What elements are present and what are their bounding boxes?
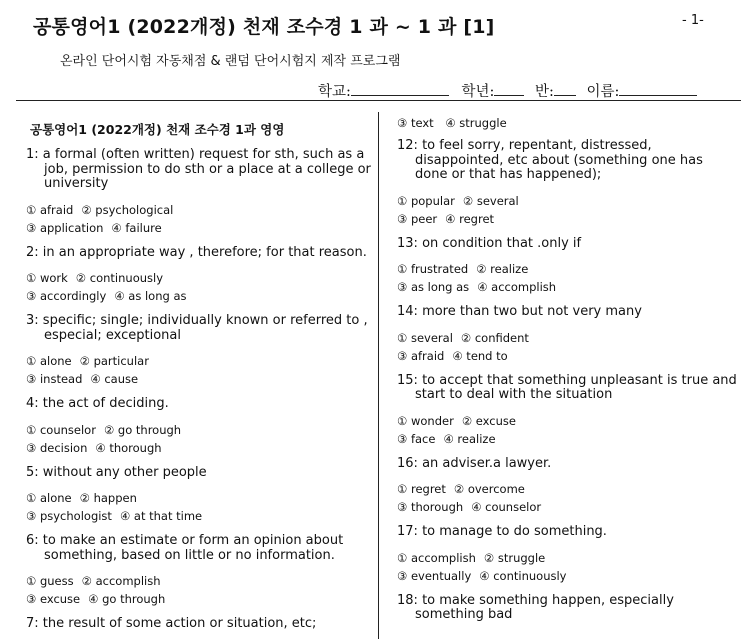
options (397, 192, 737, 228)
option[interactable]: ③ peer (397, 211, 438, 226)
options (397, 549, 737, 585)
option[interactable]: ④ thorough (95, 440, 162, 455)
question-definition (397, 594, 737, 623)
option[interactable]: ② accomplish (81, 574, 161, 588)
option[interactable]: ② happen (79, 491, 137, 505)
definition-text: the result of some action or situation, etc; (42, 616, 317, 631)
section-title: 공통영어1 (2022개정) 천재 조수경 1과 영영 (30, 122, 285, 137)
question-item (26, 534, 371, 608)
option-row (397, 329, 737, 347)
option[interactable]: ① alone (26, 354, 72, 368)
option[interactable]: ④ accomplish (477, 280, 557, 294)
options (397, 329, 737, 365)
option[interactable]: ③ psychologist (26, 509, 112, 523)
option-row (397, 498, 737, 516)
definition-text: to manage to do something. (422, 524, 607, 539)
option[interactable]: ② several (462, 193, 519, 208)
options (397, 480, 737, 516)
definition-text: on condition that .only if (422, 235, 582, 251)
option[interactable]: ③ application (26, 220, 104, 235)
option[interactable]: ③ thorough (397, 500, 464, 514)
option-row (397, 347, 737, 365)
option[interactable]: ④ go through (88, 592, 166, 606)
option[interactable]: ② excuse (461, 413, 516, 428)
question-definition (397, 525, 737, 540)
option-row (397, 278, 737, 296)
option-row (26, 287, 371, 305)
option[interactable]: ④ cause (90, 372, 139, 386)
question-definition (26, 466, 371, 481)
option[interactable]: ② go through (103, 422, 182, 437)
left-column (26, 114, 371, 641)
right-question-list (397, 139, 737, 623)
definition-text: a formal (often written) request for sth, such as a job, permission to do sth or a place at a college or university (42, 147, 371, 191)
column-divider (378, 112, 379, 639)
question-number: 6: (26, 533, 39, 548)
option[interactable]: ③ face (397, 431, 436, 446)
options (26, 352, 371, 388)
option[interactable]: ① wonder (397, 413, 454, 428)
option-row (26, 489, 371, 507)
question-number: 7: (26, 616, 39, 631)
option-row (26, 439, 371, 457)
option[interactable]: ② realize (476, 262, 529, 276)
class-label: 반: (535, 84, 554, 100)
option[interactable]: ② particular (79, 354, 149, 368)
options (26, 269, 371, 305)
question-definition (26, 534, 371, 563)
worksheet-title: 공통영어1 (2022개정) 천재 조수경 1 과 ~ 1 과 [1] (33, 16, 495, 38)
question-item (397, 457, 737, 517)
question-item (26, 314, 371, 388)
question-item (26, 617, 371, 632)
option-row (397, 210, 737, 228)
question-definition (397, 457, 737, 472)
option[interactable]: ③ as long as (397, 280, 470, 294)
question-number: 1: (26, 147, 39, 162)
question-item (397, 594, 737, 623)
definition-text: an adviser.a lawyer. (422, 455, 552, 471)
option[interactable]: ① frustrated (397, 262, 469, 276)
option[interactable]: ② confident (460, 330, 529, 345)
option[interactable]: ③ accordingly (26, 289, 107, 303)
option-row (397, 549, 737, 567)
question-definition (397, 305, 737, 320)
option[interactable]: ① counselor (26, 422, 96, 437)
question-item (397, 525, 737, 585)
options (26, 421, 371, 457)
worksheet-subtitle: 온라인 단어시험 자동채점 & 랜덤 단어시험지 제작 프로그램 (60, 54, 401, 69)
option-row (397, 260, 737, 278)
name-label: 이름: (586, 84, 620, 100)
continued-options (397, 114, 737, 132)
question-item (26, 148, 371, 237)
definition-text: to make an estimate or form an opinion about something, based on little or no information. (42, 533, 344, 563)
option[interactable]: ④ tend to (452, 348, 508, 363)
option[interactable]: ① accomplish (397, 550, 476, 565)
question-definition (26, 246, 371, 261)
question-number: 5: (26, 464, 39, 480)
question-definition (397, 237, 737, 252)
option[interactable]: ③ decision (26, 440, 88, 455)
left-question-list (26, 148, 371, 632)
option[interactable]: ④ as long as (114, 289, 187, 303)
option-row (26, 201, 371, 219)
header-rule (16, 100, 741, 101)
options (26, 489, 371, 525)
class-blank[interactable] (554, 82, 576, 96)
option[interactable]: ① regret (397, 482, 446, 496)
option-row (397, 480, 737, 498)
question-number: 15: (397, 372, 418, 388)
question-item (397, 374, 737, 448)
question-definition (26, 314, 371, 343)
page-number: - 1- (682, 13, 704, 28)
question-number: 18: (397, 592, 418, 608)
option[interactable]: ④ realize (443, 431, 496, 446)
question-item (397, 139, 737, 228)
question-definition (26, 148, 371, 192)
option-row (26, 507, 371, 525)
school-label: 학교: (318, 84, 351, 100)
grade-blank[interactable] (494, 82, 524, 96)
question-definition (397, 139, 737, 183)
option[interactable]: ① work (26, 271, 68, 285)
definition-text: the act of deciding. (42, 396, 169, 411)
option-row (397, 412, 737, 430)
option-row (26, 370, 371, 388)
question-definition (397, 374, 737, 403)
question-number: 13: (397, 235, 418, 251)
option-row (26, 219, 371, 237)
definition-text: more than two but not very many (422, 304, 642, 319)
option[interactable]: ② continuously (75, 271, 164, 285)
option[interactable]: ① popular (397, 193, 455, 208)
grade-label: 학년: (461, 84, 495, 100)
option-row (397, 192, 737, 210)
option-row (26, 421, 371, 439)
option[interactable]: ④ counselor (471, 500, 542, 514)
school-blank[interactable] (351, 82, 449, 96)
right-column (397, 114, 737, 632)
option[interactable]: ① guess (26, 574, 74, 588)
option-row (397, 430, 737, 448)
options (26, 201, 371, 237)
option-row (26, 590, 371, 608)
option[interactable]: ③ excuse (26, 592, 81, 606)
definition-text: to accept that something unpleasant is true and start to deal with the situation (415, 372, 737, 402)
option[interactable]: ④ struggle (445, 116, 507, 130)
option-row (26, 572, 371, 590)
option[interactable]: ④ at that time (119, 509, 203, 523)
option[interactable]: ④ failure (111, 220, 162, 235)
option[interactable]: ③ afraid (397, 348, 445, 363)
definition-text: to feel sorry, repentant, distressed, disappointed, etc about (something one has done or that has happened); (415, 138, 703, 182)
option-row (26, 352, 371, 370)
question-item (397, 237, 737, 297)
option[interactable]: ① several (397, 330, 453, 345)
definition-text: to make something happen, especially something bad (415, 592, 674, 622)
option[interactable]: ① alone (26, 491, 72, 505)
definition-text: without any other people (42, 464, 207, 480)
question-item (397, 305, 737, 365)
options (26, 572, 371, 608)
option[interactable]: ④ continuously (479, 568, 567, 583)
question-number: 3: (26, 313, 39, 328)
option[interactable]: ② struggle (483, 550, 546, 565)
option[interactable]: ④ regret (445, 211, 495, 226)
option-row (26, 269, 371, 287)
option[interactable]: ③ instead (26, 372, 83, 386)
question-item (26, 246, 371, 306)
name-blank[interactable] (619, 82, 697, 96)
definition-text: specific; single; individually known or referred to , especial; exceptional (42, 313, 368, 343)
question-item (26, 397, 371, 457)
option[interactable]: ① afraid (26, 202, 74, 217)
options (397, 260, 737, 296)
question-number: 17: (397, 524, 418, 539)
option[interactable]: ③ text (397, 116, 434, 130)
question-definition (26, 397, 371, 412)
options (397, 412, 737, 448)
question-number: 2: (26, 244, 39, 260)
option[interactable]: ③ eventually (397, 568, 472, 583)
student-info-line (318, 80, 697, 101)
definition-text: in an appropriate way , therefore; for that reason. (42, 244, 367, 260)
question-number: 4: (26, 396, 39, 411)
option[interactable]: ② overcome (453, 482, 525, 496)
question-number: 16: (397, 455, 418, 471)
question-number: 14: (397, 304, 418, 319)
option[interactable]: ② psychological (81, 202, 174, 217)
question-number: 12: (397, 138, 418, 153)
question-item (26, 466, 371, 526)
option-row (397, 567, 737, 585)
question-definition (26, 617, 371, 632)
